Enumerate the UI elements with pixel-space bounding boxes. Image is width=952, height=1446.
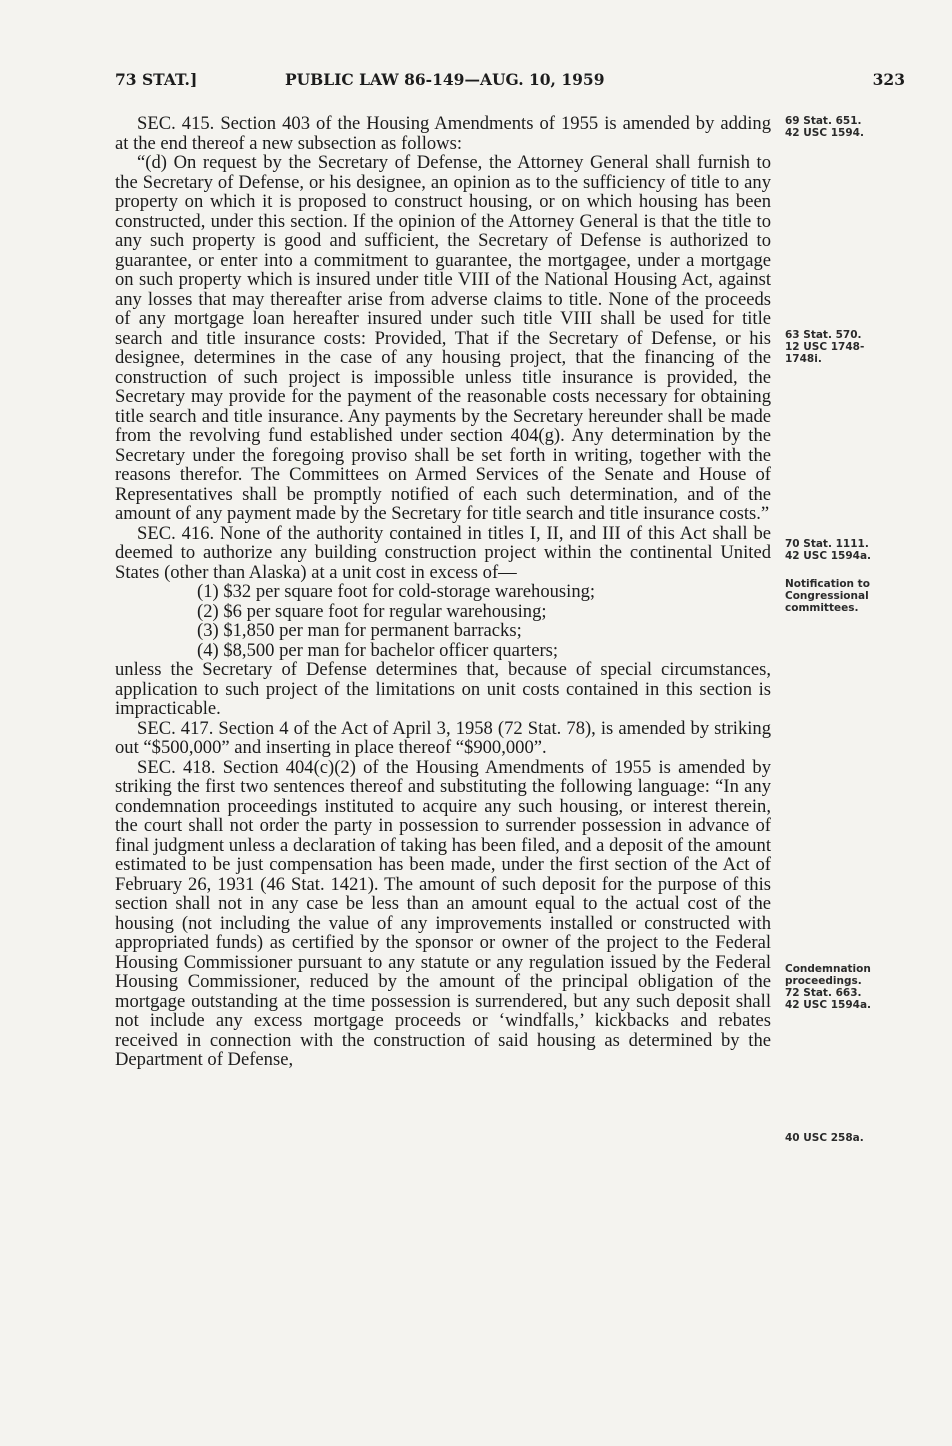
main-text: [115, 114, 771, 1070]
cost-limit-4: (4) $8,500 per man for bachelor officer quarters;: [197, 639, 559, 661]
section-416: SEC. 416. None of the authority contained in titles I, II, and III of this Act shall be deemed to authorize any building construction project within the continental United States (other than Alaska) at a unit cost in excess of—: [115, 522, 771, 583]
subsection-d: “(d) On request by the Secretary of Defense, the Attorney General shall furnish to the Secretary of Defense, or his designee, an opinion as to the sufficiency of title to any property on which it is proposed to construct housing, or on which housing has been constructed, under this section. If the opinion of the Attorney General is that the title to any such property is good and sufficient, the Secretary of Defense is authorized to guarantee, or enter into a commitment to guarantee, the mortgagee, under a mortgage on such property which is insured under title VIII of the National Housing Act, against any losses that may thereafter arise from adverse claims to title. None of the proceeds of any mortgage loan hereafter insured under such title VIII shall be used for title search and title insurance costs: Provided, That if the Secretary of Defense, or his designee, determines in the case of any housing project, that the financing of the construction of such project is impossible unless title insurance is provided, the Secretary may provide for the payment of the reasonable costs necessary for obtaining title search and title insurance. Any payments by the Secretary hereunder shall be made from the revolving fund established under section 404(g). Any determination by the Secretary under the foregoing proviso shall be set forth in writing, together with the reasons therefor. The Committees on Armed Services of the Senate and House of Representatives shall be promptly notified of each such determination, and of the amount of any payment made by the Secretary for title search and title insurance costs.”: [115, 152, 771, 524]
page-number: 323: [872, 70, 905, 89]
law-title: PUBLIC LAW 86-149—AUG. 10, 1959: [285, 70, 605, 89]
margin-note-2: 63 Stat. 570. 12 USC 1748- 1748i.: [785, 329, 865, 365]
margin-note-1: 69 Stat. 651. 42 USC 1594.: [785, 115, 864, 139]
volume-citation: 73 STAT.]: [115, 70, 198, 89]
margin-note-4: Notification to Congressional committees.: [785, 578, 870, 614]
cost-limit-1: (1) $32 per square foot for cold-storage warehousing;: [197, 581, 596, 602]
margin-note-3: 70 Stat. 1111. 42 USC 1594a.: [785, 538, 872, 562]
cost-limit-3: (3) $1,850 per man for permanent barracks;: [197, 620, 522, 641]
margin-note-6: 40 USC 258a.: [785, 1132, 864, 1144]
cost-limit-2: (2) $6 per square foot for regular warehousing;: [197, 600, 547, 622]
section-418: SEC. 418. Section 404(c)(2) of the Housing Amendments of 1955 is amended by striking the first two sentences thereof and substituting the following language: “In any condemnation proceedings instituted to acquire any such housing, or interest therein, the court shall not order the party in possession to surrender possession in advance of final judgment unless a declaration of taking has been filed, and a deposit of the amount estimated to be just compensation has been made, under the first section of the Act of February 26, 1931 (46 Stat. 1421). The amount of such deposit for the purpose of this section shall not in any case be less than an amount equal to the actual cost of the housing (not including the value of any improvements installed or constructed with appropriated funds) as certified by the sponsor or owner of the project to the Federal Housing Commissioner pursuant to any statute or any regulation issued by the Federal Housing Commissioner, reduced by the amount of the principal obligation of the mortgage outstanding at the time possession is surrendered, but any such deposit shall not include any excess mortgage proceeds or ‘windfalls,’ kickbacks and rebates received in connection with the construction of said housing as determined by the Department of Defense,: [115, 756, 771, 1070]
section-417: SEC. 417. Section 4 of the Act of April 3, 1958 (72 Stat. 78), is amended by striking out “$500,000” and inserting in place thereof “$900,000”.: [115, 717, 771, 758]
section-416-proviso: unless the Secretary of Defense determines that, because of special circumstances, application to such project of the limitations on unit costs contained in this section is impracticable.: [115, 659, 771, 719]
margin-note-5: Condemnation proceedings. 72 Stat. 663. 42 USC 1594a.: [785, 963, 872, 1011]
page-header: [115, 70, 905, 94]
section-415: SEC. 415. Section 403 of the Housing Amendments of 1955 is amended by adding at the end thereof a new subsection as follows:: [115, 113, 771, 154]
